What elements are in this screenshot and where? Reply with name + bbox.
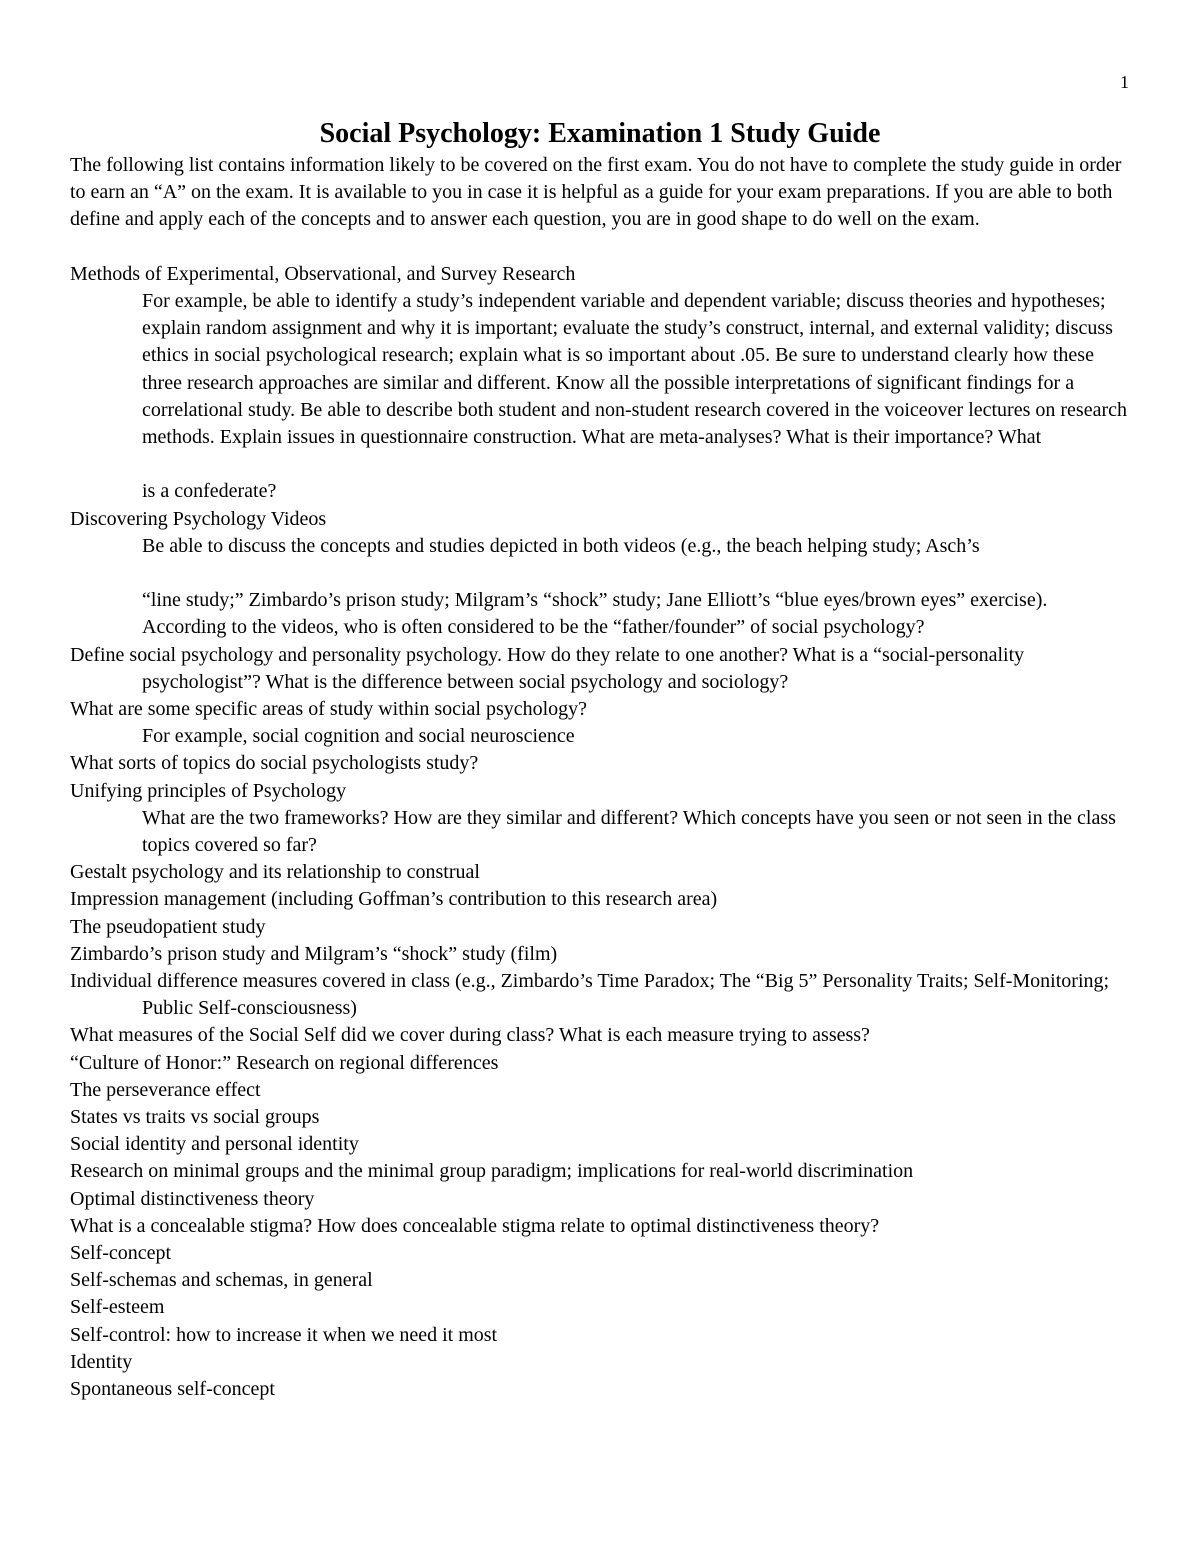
videos-detail-text: Be able to discuss the concepts and studies depicted in both videos (e.g., the beach helping study; Asch’s xyxy=(142,534,980,557)
page-title: Social Psychology: Examination 1 Study Guide xyxy=(319,118,881,149)
topic-culture-of-honor: “Culture of Honor:” Research on regional differences xyxy=(70,1051,499,1074)
topic-define-social-psychology: Define social psychology and personality psychology. How do they relate to one another? What is a “social-personality psychologist”? What is the difference between social psychology and sociology? xyxy=(70,643,1025,693)
topic-individual-difference-measures: Individual difference measures covered in class (e.g., Zimbardo’s Time Paradox; The “Big 5” Personality Traits; Self-Monitoring; Public Self-consciousness) xyxy=(70,970,1110,1020)
areas-of-study-detail: For example, social cognition and social neuroscience xyxy=(142,725,575,748)
topic-perseverance-effect: The perseverance effect xyxy=(70,1078,261,1101)
topic-research-methods: Methods of Experimental, Observational, and Survey Research xyxy=(70,262,576,285)
topic-areas-of-study: What are some specific areas of study within social psychology? xyxy=(70,698,588,721)
topic-social-self-measures: What measures of the Social Self did we cover during class? What is each measure trying to assess? xyxy=(70,1024,870,1047)
topic-gestalt-psychology: Gestalt psychology and its relationship to construal xyxy=(70,861,480,884)
topic-self-esteem: Self-esteem xyxy=(70,1296,165,1319)
topic-minimal-groups: Research on minimal groups and the minimal group paradigm; implications for real-world discrimination xyxy=(70,1160,914,1183)
topic-identity: Identity xyxy=(70,1350,133,1373)
unifying-principles-detail: What are the two frameworks? How are they similar and different? Which concepts have you seen or not seen in the class topics covered so far? xyxy=(142,806,1116,857)
topic-prison-and-shock-study: Zimbardo’s prison study and Milgram’s “shock” study (film) xyxy=(70,942,558,965)
intro-paragraph: The following list contains information likely to be covered on the first exam. You do not have to complete the study guide in order to earn an “A” on the exam. It is available to you in case it is helpful as a guide for your exam preparations. If you are able to both define and apply each of the concepts and to answer each question, you are in good shape to do well on the exam. xyxy=(70,154,1122,231)
research-methods-detail-continued: is a confederate? xyxy=(142,480,277,503)
blank-line xyxy=(142,451,1135,478)
topic-sorts-of-topics: What sorts of topics do social psychologists study? xyxy=(70,752,479,775)
research-methods-detail xyxy=(70,288,1135,506)
videos-detail xyxy=(70,533,1135,642)
topic-concealable-stigma: What is a concealable stigma? How does concealable stigma relate to optimal distinctiveness theory? xyxy=(70,1214,880,1237)
blank-line xyxy=(70,234,1135,261)
topic-spontaneous-self-concept: Spontaneous self-concept xyxy=(70,1378,275,1401)
topic-self-control: Self-control: how to increase it when we need it most xyxy=(70,1323,498,1346)
study-guide-content xyxy=(70,152,1135,1403)
videos-detail-continued: “line study;” Zimbardo’s prison study; Milgram’s “shock” study; Jane Elliott’s “blue eyes/brown eyes” exercise). According to the videos, who is often considered to be the “father/founder” of social psychology? xyxy=(142,589,1048,639)
topic-pseudopatient-study: The pseudopatient study xyxy=(70,915,266,938)
topic-impression-management: Impression management (including Goffman’s contribution to this research area) xyxy=(70,888,718,911)
topic-self-concept: Self-concept xyxy=(70,1242,172,1265)
blank-line xyxy=(142,560,1135,587)
topic-discovering-psychology-videos: Discovering Psychology Videos xyxy=(70,507,327,530)
topic-social-personal-identity: Social identity and personal identity xyxy=(70,1133,359,1156)
topic-unifying-principles: Unifying principles of Psychology xyxy=(70,779,347,802)
research-methods-detail-text: For example, be able to identify a study’s independent variable and dependent variable; discuss theories and hypotheses; explain random assignment and why it is important; evaluate the study’s construct, internal, and external validity; discuss ethics in social psychological research; explain what is so important about .05. Be sure to understand clearly how these three research approaches are similar and different. Know all the possible interpretations of significant findings for a correlational study. Be able to describe both student and non-student research covered in the voiceover lectures on research methods. Explain issues in questionnaire construction. What are meta-analyses? What is their importance? What xyxy=(142,290,1127,449)
topic-self-schemas: Self-schemas and schemas, in general xyxy=(70,1269,373,1292)
topic-states-traits-groups: States vs traits vs social groups xyxy=(70,1106,320,1129)
page-number: 1 xyxy=(1120,72,1129,92)
topic-optimal-distinctiveness: Optimal distinctiveness theory xyxy=(70,1187,315,1210)
